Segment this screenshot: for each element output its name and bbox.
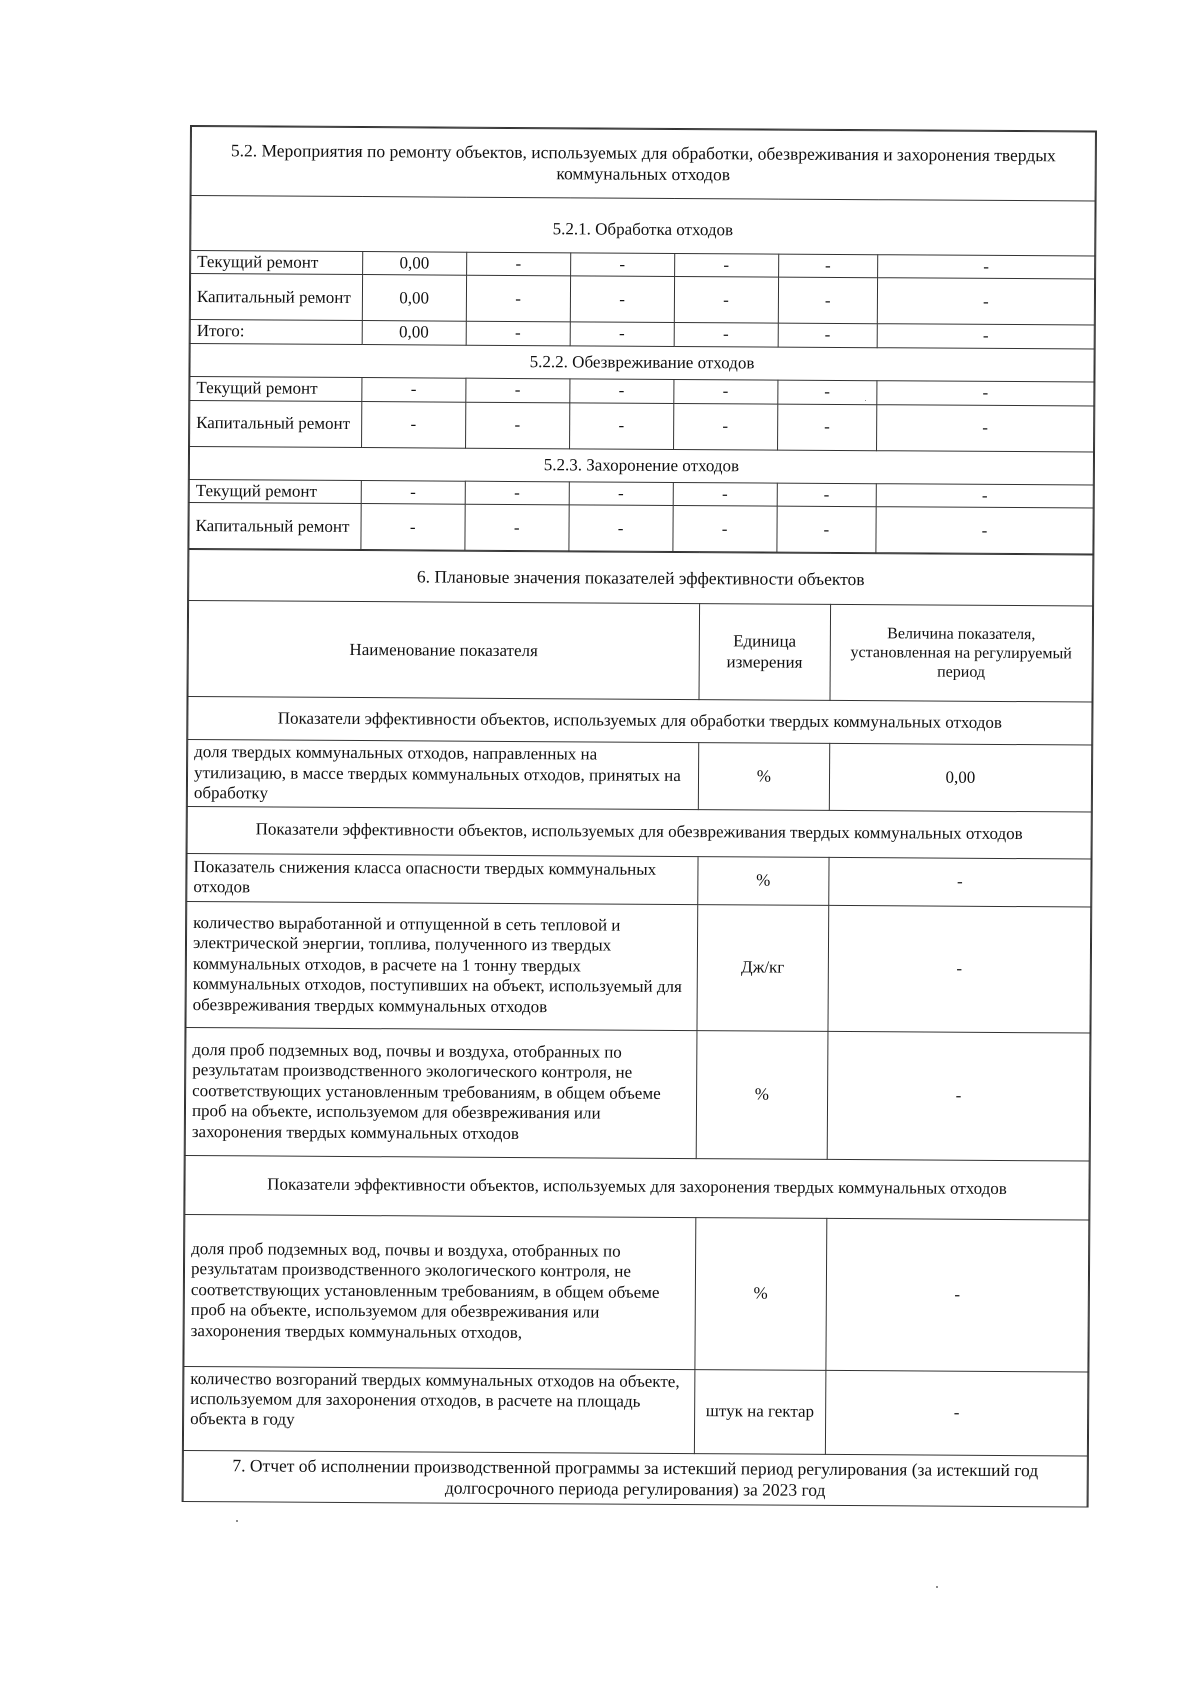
indicator-unit: Дж/кг <box>697 904 829 1031</box>
scan-speck <box>936 1586 938 1588</box>
table-cell: - <box>778 277 878 324</box>
table-row <box>186 901 1091 1033</box>
indicator-name: доля проб подземных вод, почвы и воздуха, отобранных по результатам производственного экологического контроля, не соответствующих установленным требованиям, в общем объеме проб на объекте, используемом для обезвреживания или захоронения твердых коммунальных отходов <box>185 1027 697 1158</box>
table-cell: - <box>674 277 778 324</box>
table-cell: - <box>466 276 570 323</box>
table-row <box>187 853 1091 907</box>
table-row <box>185 1027 1090 1161</box>
table-cell: - <box>361 481 465 505</box>
table-cell: 0,00 <box>362 252 466 276</box>
table-row <box>187 740 1091 812</box>
header-unit: Единица измерения <box>699 604 831 701</box>
table-cell: - <box>466 252 570 276</box>
table-cell: - <box>777 483 877 507</box>
repair-measures-table <box>188 126 1096 555</box>
section-6-title: 6. Плановые значения показателей эффективности объектов <box>189 550 1093 607</box>
table-cell: - <box>776 506 876 553</box>
indicator-value: - <box>829 857 1091 907</box>
table-cell: - <box>777 404 877 451</box>
header-name: Наименование показателя <box>188 601 699 700</box>
table-cell: 0,00 <box>362 321 466 345</box>
indicator-value: - <box>828 905 1091 1033</box>
indicator-name: количество возгораний твердых коммунальных отходов на объекте, используемом для захоронения отходов, в расчете на площадь объекта в году <box>183 1366 694 1453</box>
header-row <box>188 601 1093 703</box>
row-label: Текущий ремонт <box>191 251 363 275</box>
row-label: Итого: <box>190 320 362 344</box>
table-cell: - <box>673 403 777 450</box>
indicator-unit: штук на гектар <box>694 1369 826 1454</box>
table-cell: - <box>570 253 674 277</box>
table-row <box>189 503 1093 555</box>
indicator-name: доля твердых коммунальных отходов, направленных на утилизацию, в массе твердых коммунальных отходов, принятых на обработку <box>187 740 698 809</box>
indicator-name: доля проб подземных вод, почвы и воздуха, отобранных по результатам производственного экологического контроля, не соответствующих установленным требованиям, в общем объеме проб на объекте, используемом для обезвреживания или захоронения твердых коммунальных отходов, <box>184 1214 696 1369</box>
table-cell: - <box>876 507 1093 554</box>
indicator-name: количество выработанной и отпущенной в сеть тепловой и электрической энергии, топлива, полученного из твердых коммунальных отходов, в расчете на 1 тонну твердых коммунальных отходов, поступивших на объект, используемый для обезвреживания твердых коммунальных отходов <box>186 901 698 1030</box>
group-processing-title: Показатели эффективности объектов, используемых для обработки твердых коммунальных отходов <box>188 697 1092 746</box>
table-cell: - <box>569 505 673 552</box>
indicator-value: 0,00 <box>829 744 1092 812</box>
header-value: Величина показателя, установленная на регулируемый период <box>830 605 1093 703</box>
table-cell: - <box>362 378 466 402</box>
row-label: Капитальный ремонт <box>190 400 362 447</box>
table-cell: 0,00 <box>362 275 466 322</box>
subsection-5-2-1-title: 5.2.1. Обработка отходов <box>191 196 1095 257</box>
table-cell: - <box>877 404 1094 451</box>
table-cell: - <box>465 402 569 449</box>
indicator-unit: % <box>696 1030 828 1159</box>
scan-speck <box>236 1520 238 1522</box>
scan-speck <box>865 400 866 401</box>
table-cell: - <box>878 255 1095 280</box>
section-5-2-title: 5.2. Мероприятия по ремонту объектов, используемых для обработки, обезвреживания и захоронения твердых коммунальных отходов <box>191 127 1095 202</box>
indicator-name: Показатель снижения класса опасности твердых коммунальных отходов <box>187 853 698 904</box>
table-row <box>183 1366 1087 1456</box>
table-cell: - <box>674 253 778 277</box>
indicator-unit: % <box>695 1217 827 1370</box>
table-cell: - <box>778 254 878 278</box>
performance-indicators-table <box>183 549 1094 1506</box>
table-cell: - <box>877 324 1094 349</box>
indicator-unit: % <box>698 856 829 905</box>
table-cell: - <box>778 323 878 347</box>
table-cell: - <box>361 504 465 551</box>
row-label: Текущий ремонт <box>189 479 361 503</box>
table-cell: - <box>570 322 674 346</box>
table-cell: - <box>673 380 777 404</box>
table-cell: - <box>466 378 570 402</box>
subsection-5-2-2-title: 5.2.2. Обезвреживание отходов <box>190 343 1094 382</box>
subsection-5-2-3-title: 5.2.3. Захоронение отходов <box>189 446 1093 485</box>
table-cell: - <box>876 484 1093 509</box>
indicator-unit: % <box>698 743 829 810</box>
table-cell: - <box>673 482 777 506</box>
table-row <box>184 1214 1089 1372</box>
table-cell: - <box>465 505 569 552</box>
indicator-value: - <box>825 1370 1088 1456</box>
table-cell: - <box>877 278 1094 325</box>
indicator-value: - <box>827 1031 1090 1161</box>
indicator-value: - <box>826 1218 1089 1372</box>
section-7-title: 7. Отчет об исполнении производственной программы за истекший период регулирования (за истекший год долгосрочного периода регулирования) за 2023 год <box>183 1450 1087 1506</box>
row-label: Капитальный ремонт <box>189 503 361 550</box>
table-cell: - <box>674 323 778 347</box>
table-cell: - <box>569 402 673 449</box>
table-row <box>190 274 1094 326</box>
table-cell: - <box>361 401 465 448</box>
table-cell: - <box>465 481 569 505</box>
table-cell: - <box>777 380 877 404</box>
table-cell: - <box>570 276 674 323</box>
group-neutralization-title: Показатели эффективности объектов, используемых для обезвреживания твердых коммунальных отходов <box>187 806 1091 859</box>
row-label: Капитальный ремонт <box>190 274 362 321</box>
document-sheet <box>182 125 1097 1507</box>
group-burial-title: Показатели эффективности объектов, используемых для захоронения твердых коммунальных отходов <box>185 1155 1089 1220</box>
table-cell: - <box>569 482 673 506</box>
table-row <box>190 400 1094 452</box>
row-label: Текущий ремонт <box>190 377 362 401</box>
table-cell: - <box>673 506 777 553</box>
table-cell: - <box>877 381 1094 406</box>
table-cell: - <box>466 322 570 346</box>
table-cell: - <box>569 379 673 403</box>
